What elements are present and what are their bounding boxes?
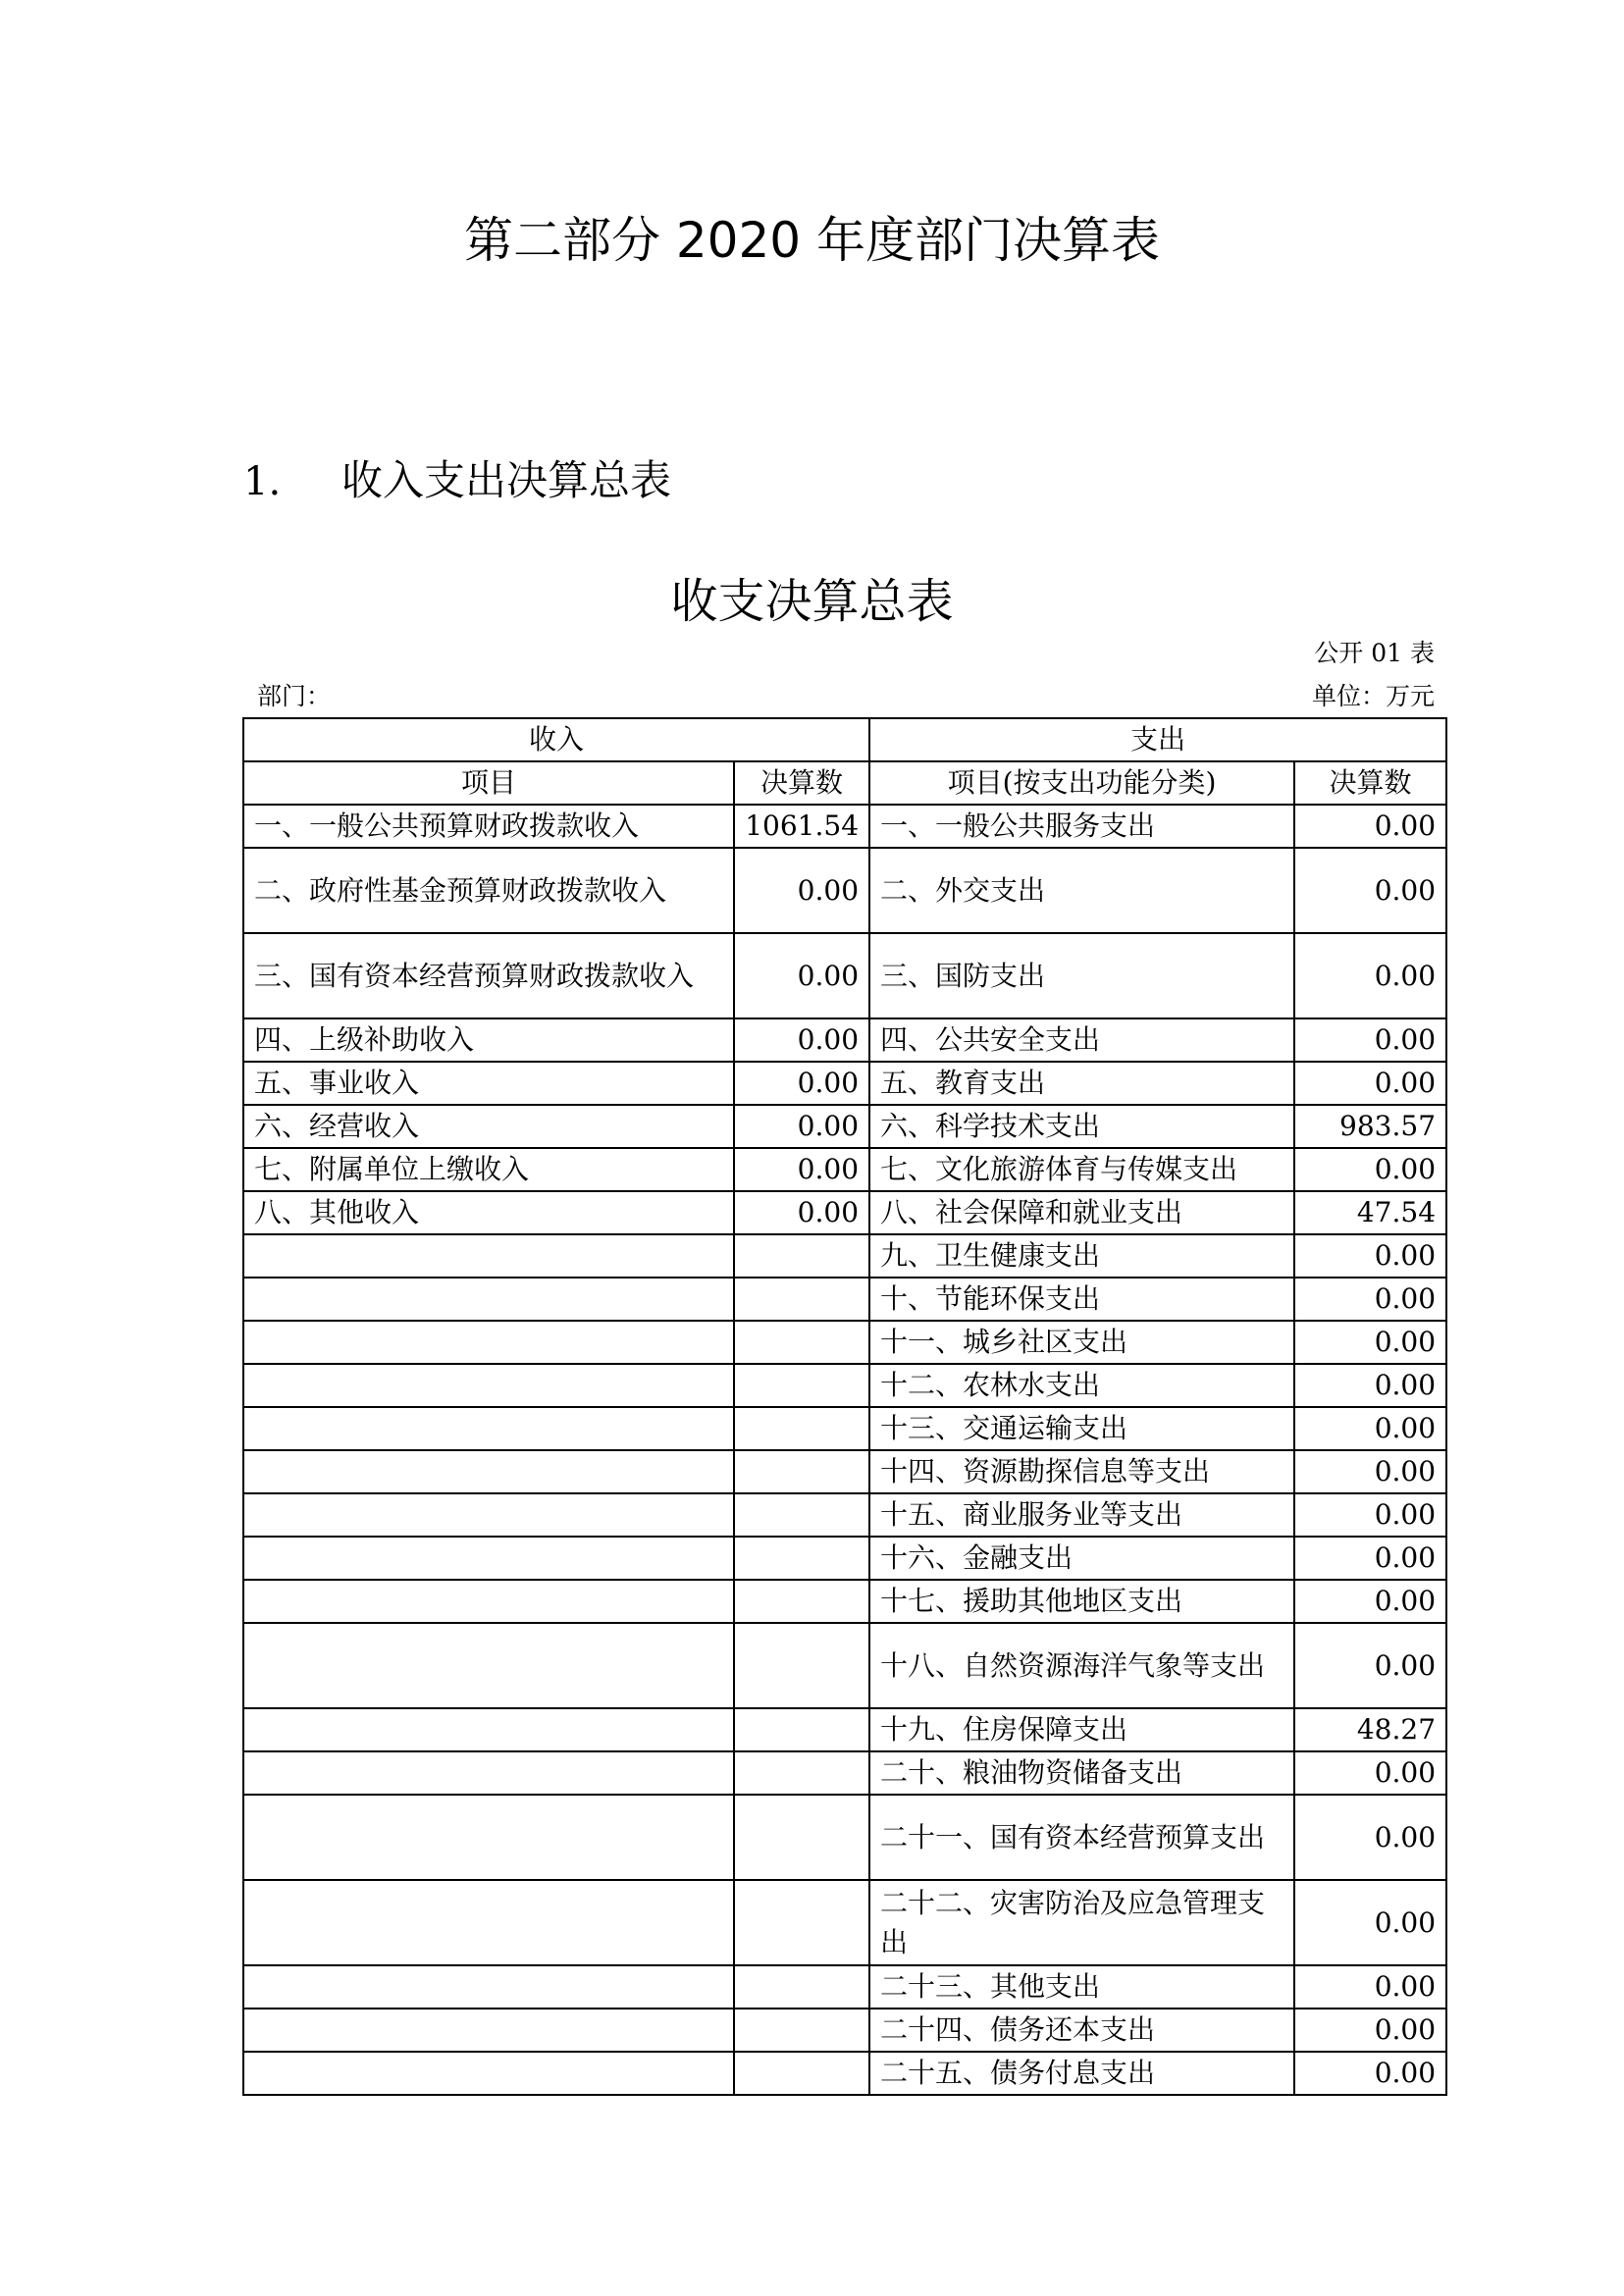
expense-item-cell: 五、教育支出 (869, 1062, 1294, 1105)
table-row (243, 1965, 1446, 2009)
table-row (243, 1321, 1446, 1364)
table-row (243, 1795, 1446, 1880)
table-code: 公开 01 表 (1314, 639, 1435, 667)
income-group-header: 收入 (243, 718, 869, 761)
expense-item-cell: 七、文化旅游体育与传媒支出 (869, 1148, 1294, 1191)
income-amount-cell (734, 1278, 869, 1321)
expense-amount-cell: 0.00 (1294, 1493, 1446, 1537)
income-amount-cell: 0.00 (734, 1062, 869, 1105)
expense-item-cell: 十二、农林水支出 (869, 1364, 1294, 1407)
expense-item-cell: 十五、商业服务业等支出 (869, 1493, 1294, 1537)
expense-amount-cell: 0.00 (1294, 805, 1446, 848)
income-item-cell: 五、事业收入 (243, 1062, 734, 1105)
income-amount-cell (734, 1708, 869, 1751)
expense-item-cell: 二十四、债务还本支出 (869, 2009, 1294, 2052)
income-amount-cell: 0.00 (734, 1191, 869, 1234)
column-header-row (243, 761, 1446, 805)
expense-item-cell: 二十三、其他支出 (869, 1965, 1294, 2009)
income-item-cell (243, 1708, 734, 1751)
table-row (243, 1364, 1446, 1407)
expense-amount-cell: 0.00 (1294, 1148, 1446, 1191)
income-amount-cell (734, 1751, 869, 1795)
expense-item-cell: 十、节能环保支出 (869, 1278, 1294, 1321)
table-row (243, 848, 1446, 933)
expense-item-cell: 十四、资源勘探信息等支出 (869, 1450, 1294, 1493)
expense-item-cell: 二十、粮油物资储备支出 (869, 1751, 1294, 1795)
table-row (243, 1623, 1446, 1708)
table-row (243, 1062, 1446, 1105)
group-header-row (243, 718, 1446, 761)
expense-item-cell: 十八、自然资源海洋气象等支出 (869, 1623, 1294, 1708)
expense-amount-cell: 0.00 (1294, 1623, 1446, 1708)
table-row (243, 1148, 1446, 1191)
table-row (243, 1407, 1446, 1450)
income-item-cell: 二、政府性基金预算财政拨款收入 (243, 848, 734, 933)
expense-amount-cell: 47.54 (1294, 1191, 1446, 1234)
income-item-cell: 四、上级补助收入 (243, 1018, 734, 1062)
table-row (243, 1708, 1446, 1751)
expense-item-cell: 二十二、灾害防治及应急管理支出 (869, 1880, 1294, 1965)
table-row (243, 805, 1446, 848)
income-amount-header: 决算数 (734, 761, 869, 805)
income-item-cell: 八、其他收入 (243, 1191, 734, 1234)
expense-amount-header: 决算数 (1294, 761, 1446, 805)
income-amount-cell (734, 1407, 869, 1450)
income-item-cell (243, 1580, 734, 1623)
income-item-cell (243, 2052, 734, 2095)
expense-amount-cell: 0.00 (1294, 933, 1446, 1018)
income-item-cell (243, 1234, 734, 1278)
expense-amount-cell: 983.57 (1294, 1105, 1446, 1148)
expense-item-cell: 四、公共安全支出 (869, 1018, 1294, 1062)
expense-item-cell: 一、一般公共服务支出 (869, 805, 1294, 848)
table-row (243, 1234, 1446, 1278)
income-item-cell (243, 2009, 734, 2052)
expense-amount-cell: 0.00 (1294, 1062, 1446, 1105)
section-number: 1. (243, 459, 282, 504)
expense-group-header: 支出 (869, 718, 1446, 761)
expense-item-cell: 十六、金融支出 (869, 1537, 1294, 1580)
expense-amount-cell: 0.00 (1294, 1580, 1446, 1623)
table-row (243, 1191, 1446, 1234)
unit-label: 单位：万元 (1311, 682, 1435, 710)
income-amount-cell: 0.00 (734, 848, 869, 933)
income-amount-cell (734, 1321, 869, 1364)
expense-amount-cell: 0.00 (1294, 1751, 1446, 1795)
table-row (243, 2009, 1446, 2052)
expense-amount-cell: 0.00 (1294, 1965, 1446, 2009)
income-item-cell (243, 1278, 734, 1321)
expense-item-cell: 二十一、国有资本经营预算支出 (869, 1795, 1294, 1880)
page-title: 第二部分 2020 年度部门决算表 (463, 212, 1161, 269)
income-amount-cell (734, 2052, 869, 2095)
expense-item-cell: 八、社会保障和就业支出 (869, 1191, 1294, 1234)
income-item-cell (243, 1321, 734, 1364)
income-amount-cell: 1061.54 (734, 805, 869, 848)
section-title: 收入支出决算总表 (341, 456, 672, 504)
department-label: 部门： (257, 682, 332, 710)
table-title: 收支决算总表 (670, 574, 954, 629)
expense-amount-cell: 0.00 (1294, 848, 1446, 933)
income-item-cell (243, 1880, 734, 1965)
table-row (243, 1018, 1446, 1062)
expense-amount-cell: 0.00 (1294, 1880, 1446, 1965)
expense-item-header: 项目(按支出功能分类) (869, 761, 1294, 805)
expense-amount-cell: 0.00 (1294, 1321, 1446, 1364)
income-item-header: 项目 (243, 761, 734, 805)
income-item-cell (243, 1537, 734, 1580)
income-item-cell: 六、经营收入 (243, 1105, 734, 1148)
income-amount-cell (734, 1623, 869, 1708)
expense-amount-cell: 0.00 (1294, 2009, 1446, 2052)
income-amount-cell: 0.00 (734, 1148, 869, 1191)
expense-amount-cell: 0.00 (1294, 1364, 1446, 1407)
table-row (243, 1580, 1446, 1623)
income-amount-cell (734, 2009, 869, 2052)
expense-item-cell: 二十五、债务付息支出 (869, 2052, 1294, 2095)
income-expense-table (242, 717, 1447, 2096)
expense-amount-cell: 0.00 (1294, 1234, 1446, 1278)
income-item-cell (243, 1407, 734, 1450)
income-item-cell (243, 1751, 734, 1795)
income-item-cell (243, 1493, 734, 1537)
expense-item-cell: 九、卫生健康支出 (869, 1234, 1294, 1278)
expense-amount-cell: 0.00 (1294, 1795, 1446, 1880)
income-amount-cell (734, 1364, 869, 1407)
expense-item-cell: 十三、交通运输支出 (869, 1407, 1294, 1450)
income-item-cell: 三、国有资本经营预算财政拨款收入 (243, 933, 734, 1018)
income-item-cell (243, 1965, 734, 2009)
table-row (243, 1450, 1446, 1493)
income-amount-cell: 0.00 (734, 1105, 869, 1148)
table-row (243, 1751, 1446, 1795)
section-heading (243, 449, 671, 512)
expense-amount-cell: 0.00 (1294, 2052, 1446, 2095)
income-amount-cell (734, 1880, 869, 1965)
expense-amount-cell: 0.00 (1294, 1537, 1446, 1580)
income-amount-cell (734, 1795, 869, 1880)
table-row (243, 1278, 1446, 1321)
expense-item-cell: 十九、住房保障支出 (869, 1708, 1294, 1751)
table-row (243, 933, 1446, 1018)
expense-item-cell: 十一、城乡社区支出 (869, 1321, 1294, 1364)
income-item-cell (243, 1364, 734, 1407)
table-row (243, 1105, 1446, 1148)
income-amount-cell (734, 1450, 869, 1493)
expense-amount-cell: 0.00 (1294, 1407, 1446, 1450)
income-item-cell (243, 1795, 734, 1880)
expense-amount-cell: 0.00 (1294, 1018, 1446, 1062)
income-item-cell (243, 1623, 734, 1708)
income-amount-cell: 0.00 (734, 933, 869, 1018)
income-item-cell (243, 1450, 734, 1493)
income-amount-cell (734, 1234, 869, 1278)
income-amount-cell (734, 1965, 869, 2009)
income-amount-cell (734, 1537, 869, 1580)
table-row (243, 1493, 1446, 1537)
income-amount-cell (734, 1580, 869, 1623)
income-amount-cell: 0.00 (734, 1018, 869, 1062)
expense-amount-cell: 48.27 (1294, 1708, 1446, 1751)
expense-item-cell: 三、国防支出 (869, 933, 1294, 1018)
expense-item-cell: 十七、援助其他地区支出 (869, 1580, 1294, 1623)
expense-item-cell: 二、外交支出 (869, 848, 1294, 933)
expense-item-cell: 六、科学技术支出 (869, 1105, 1294, 1148)
income-item-cell: 一、一般公共预算财政拨款收入 (243, 805, 734, 848)
expense-amount-cell: 0.00 (1294, 1278, 1446, 1321)
table-row (243, 1537, 1446, 1580)
table-row (243, 2052, 1446, 2095)
income-amount-cell (734, 1493, 869, 1537)
expense-amount-cell: 0.00 (1294, 1450, 1446, 1493)
table-row (243, 1880, 1446, 1965)
income-item-cell: 七、附属单位上缴收入 (243, 1148, 734, 1191)
